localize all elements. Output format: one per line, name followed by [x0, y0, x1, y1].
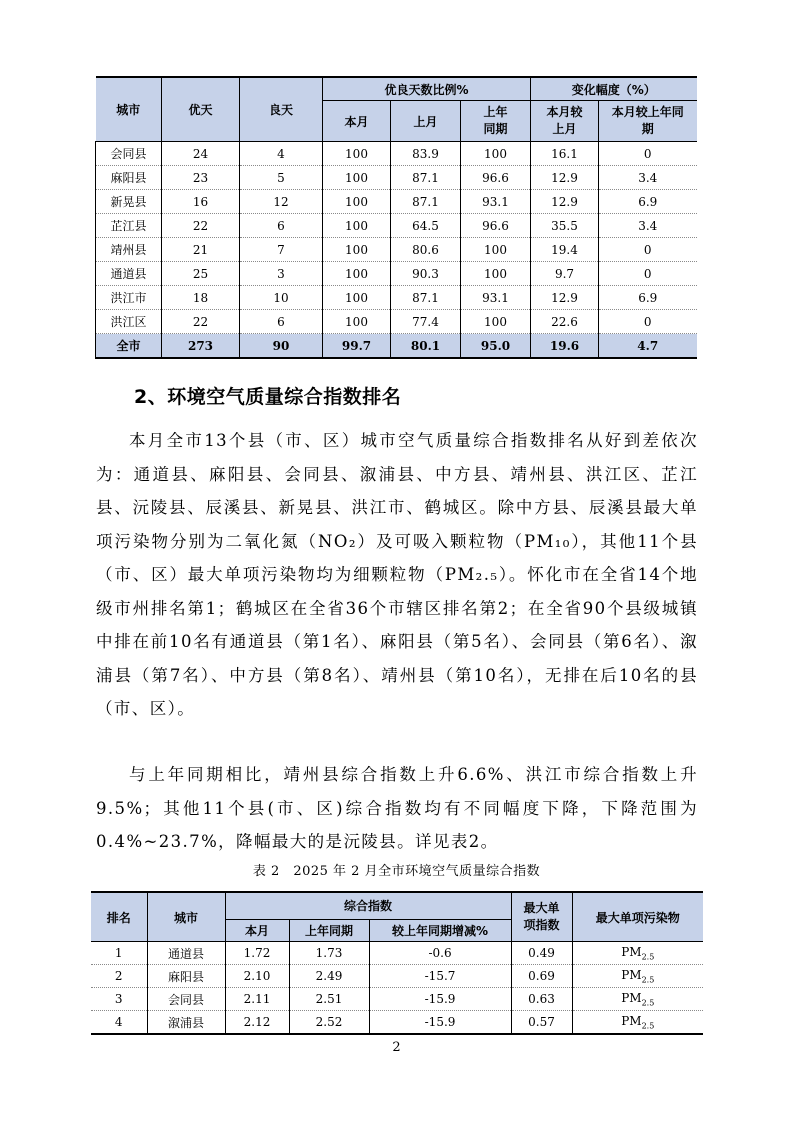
value-cell: 6.9 — [599, 286, 697, 310]
header-ratio-group: 优良天数比例% — [323, 77, 531, 101]
pollutant-cell — [572, 1011, 703, 1035]
value-cell: 12.9 — [531, 286, 599, 310]
value-cell: 2 — [91, 965, 147, 988]
value-cell: 16 — [162, 190, 240, 214]
value-cell: 0 — [599, 310, 697, 334]
value-cell: 2.12 — [225, 1011, 289, 1035]
city-cell: 会同县 — [147, 988, 225, 1011]
total-value: 90 — [240, 334, 323, 359]
total-value: 4.7 — [599, 334, 697, 359]
value-cell: 3.4 — [599, 214, 697, 238]
value-cell: 12.9 — [531, 166, 599, 190]
value-cell: 0.57 — [511, 1011, 572, 1035]
value-cell: 6.9 — [599, 190, 697, 214]
value-cell: 87.1 — [391, 190, 461, 214]
value-cell: 9.7 — [531, 262, 599, 286]
value-cell: 25 — [162, 262, 240, 286]
value-cell: 4 — [240, 142, 323, 166]
value-cell: 2.10 — [225, 965, 289, 988]
header-change: 较上年同期增减% — [369, 919, 511, 941]
value-cell: 1.73 — [289, 942, 369, 965]
total-row — [96, 334, 697, 359]
page-number: 2 — [392, 1040, 401, 1055]
value-cell: 6 — [240, 310, 323, 334]
value-cell: 35.5 — [531, 214, 599, 238]
section-title: 2、环境空气质量综合指数排名 — [134, 386, 402, 408]
air-quality-days-table — [95, 76, 697, 359]
value-cell: 100 — [323, 238, 391, 262]
header-index-group: 综合指数 — [225, 892, 511, 919]
value-cell: 90.3 — [391, 262, 461, 286]
pollutant-cell — [572, 942, 703, 965]
value-cell: 100 — [323, 286, 391, 310]
header-good-days: 良天 — [240, 77, 323, 142]
value-cell: 7 — [240, 238, 323, 262]
value-cell: 3.4 — [599, 166, 697, 190]
value-cell: 0 — [599, 142, 697, 166]
value-cell: -15.7 — [369, 965, 511, 988]
city-cell: 麻阳县 — [147, 965, 225, 988]
total-value: 80.1 — [391, 334, 461, 359]
value-cell: 12.9 — [531, 190, 599, 214]
value-cell: 83.9 — [391, 142, 461, 166]
table-row — [96, 166, 697, 190]
header-city: 城市 — [96, 77, 162, 142]
header-vs-last-month: 本月较上月 — [531, 101, 599, 142]
pollutant-label: $PM_{2.5}$ — [621, 990, 655, 1008]
value-cell: 0 — [599, 262, 697, 286]
value-cell: 24 — [162, 142, 240, 166]
table-row — [96, 238, 697, 262]
value-cell: 4 — [91, 1011, 147, 1035]
value-cell: 12 — [240, 190, 323, 214]
value-cell: 1 — [91, 942, 147, 965]
header-change-group: 变化幅度（%） — [531, 77, 697, 101]
header-max-single-index: 最大单项指数 — [511, 892, 572, 942]
total-value: 95.0 — [461, 334, 531, 359]
header-last-month: 上月 — [391, 101, 461, 142]
value-cell: -15.9 — [369, 1011, 511, 1035]
table-row — [91, 942, 703, 965]
table-row — [96, 142, 697, 166]
value-cell: 100 — [461, 238, 531, 262]
header-this-month: 本月 — [225, 919, 289, 941]
value-cell: 3 — [240, 262, 323, 286]
city-cell: 洪江市 — [96, 286, 162, 310]
value-cell: -15.9 — [369, 988, 511, 1011]
pollutant-cell — [572, 988, 703, 1011]
total-value: 99.7 — [323, 334, 391, 359]
value-cell: 19.4 — [531, 238, 599, 262]
city-cell: 芷江县 — [96, 214, 162, 238]
value-cell: 100 — [323, 310, 391, 334]
value-cell: 93.1 — [461, 190, 531, 214]
value-cell: 2.11 — [225, 988, 289, 1011]
value-cell: 1.72 — [225, 942, 289, 965]
city-cell: 会同县 — [96, 142, 162, 166]
header-excellent-days: 优天 — [162, 77, 240, 142]
value-cell: 100 — [323, 166, 391, 190]
value-cell: 2.51 — [289, 988, 369, 1011]
value-cell: 64.5 — [391, 214, 461, 238]
value-cell: 100 — [461, 262, 531, 286]
header-this-month: 本月 — [323, 101, 391, 142]
header-city: 城市 — [147, 892, 225, 942]
table-row — [91, 988, 703, 1011]
value-cell: 0.63 — [511, 988, 572, 1011]
composite-index-table — [91, 891, 703, 1035]
ranking-paragraph: 本月全市13个县（市、区）城市空气质量综合指数排名从好到差依次为：通道县、麻阳县、会同县、溆浦县、中方县、靖州县、洪江区、芷江县、沅陵县、辰溪县、新晃县、洪江市、鹤城区。除中方县、辰溪县最大单项污染物分别为二氧化氮（NO₂）及可吸入颗粒物（PM₁₀），其他11个县（市、区）最大单项污染物均为细颗粒物（PM₂.₅）。怀化市在全省14个地级市州排名第1；鹤城区在全省36个市辖区排名第2；在全省90个县级城镇中排在前10名有通道县（第1名）、麻阳县（第5名）、会同县（第6名）、溆浦县（第7名）、中方县（第8名）、靖州县（第10名），无排在后10名的县（市、区）。 — [96, 431, 698, 718]
value-cell: 2.49 — [289, 965, 369, 988]
value-cell: 87.1 — [391, 166, 461, 190]
table-row — [91, 965, 703, 988]
header-last-year: 上年同期 — [461, 101, 531, 142]
value-cell: 18 — [162, 286, 240, 310]
value-cell: 96.6 — [461, 166, 531, 190]
value-cell: 0.49 — [511, 942, 572, 965]
value-cell: 87.1 — [391, 286, 461, 310]
value-cell: 5 — [240, 166, 323, 190]
total-value: 273 — [162, 334, 240, 359]
value-cell: -0.6 — [369, 942, 511, 965]
value-cell: 22 — [162, 214, 240, 238]
value-cell: 16.1 — [531, 142, 599, 166]
pollutant-label: $PM_{2.5}$ — [621, 1013, 655, 1031]
value-cell: 80.6 — [391, 238, 461, 262]
table-row — [96, 190, 697, 214]
table2-caption: 表 2 2025 年 2 月全市环境空气质量综合指数 — [252, 864, 541, 879]
value-cell: 100 — [323, 262, 391, 286]
header-max-pollutant: 最大单项污染物 — [572, 892, 703, 942]
city-cell: 新晃县 — [96, 190, 162, 214]
city-cell: 通道县 — [96, 262, 162, 286]
city-cell: 通道县 — [147, 942, 225, 965]
pollutant-cell — [572, 965, 703, 988]
value-cell: 100 — [461, 310, 531, 334]
table-row — [96, 310, 697, 334]
header-last-year: 上年同期 — [289, 919, 369, 941]
pollutant-label: $PM_{2.5}$ — [621, 944, 655, 962]
value-cell: 100 — [323, 142, 391, 166]
value-cell: 2.52 — [289, 1011, 369, 1035]
table-row — [96, 286, 697, 310]
city-cell: 溆浦县 — [147, 1011, 225, 1035]
value-cell: 22.6 — [531, 310, 599, 334]
header-rank: 排名 — [91, 892, 147, 942]
table-row — [96, 262, 697, 286]
total-label: 全市 — [96, 334, 162, 359]
value-cell: 96.6 — [461, 214, 531, 238]
value-cell: 3 — [91, 988, 147, 1011]
value-cell: 10 — [240, 286, 323, 310]
city-cell: 靖州县 — [96, 238, 162, 262]
value-cell: 100 — [461, 142, 531, 166]
header-vs-last-year: 本月较上年同期 — [599, 101, 697, 142]
table-row — [91, 1011, 703, 1035]
value-cell: 100 — [323, 214, 391, 238]
city-cell: 麻阳县 — [96, 166, 162, 190]
value-cell: 0 — [599, 238, 697, 262]
value-cell: 77.4 — [391, 310, 461, 334]
value-cell: 6 — [240, 214, 323, 238]
total-value: 19.6 — [531, 334, 599, 359]
table-row — [96, 214, 697, 238]
value-cell: 21 — [162, 238, 240, 262]
value-cell: 0.69 — [511, 965, 572, 988]
value-cell: 93.1 — [461, 286, 531, 310]
city-cell: 洪江区 — [96, 310, 162, 334]
value-cell: 100 — [323, 190, 391, 214]
value-cell: 23 — [162, 166, 240, 190]
comparison-paragraph: 与上年同期相比，靖州县综合指数上升6.6%、洪江市综合指数上升9.5%；其他11个县(市、区)综合指数均有不同幅度下降，下降范围为0.4%~23.7%，降幅最大的是沅陵县。详见表2。 — [96, 765, 698, 851]
value-cell: 22 — [162, 310, 240, 334]
pollutant-label: $PM_{2.5}$ — [621, 967, 655, 985]
